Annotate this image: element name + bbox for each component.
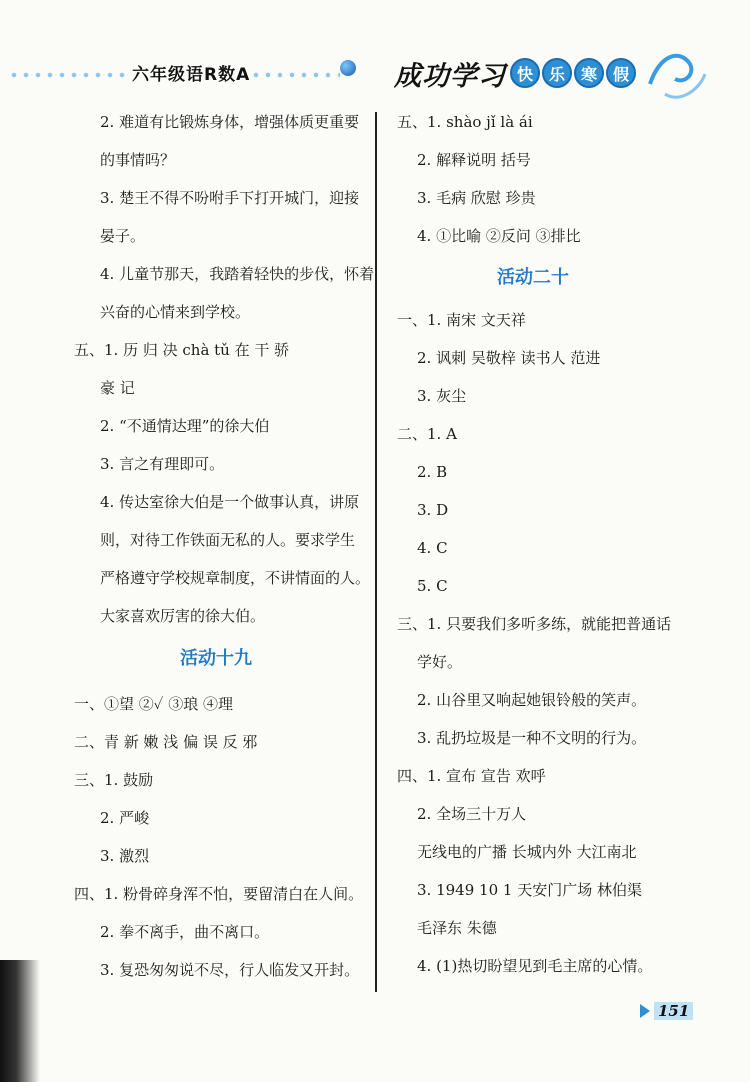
- answer-line: 则，对待工作铁面无私的人。要求学生: [100, 531, 356, 549]
- answer-line: 3. 乱扔垃圾是一种不文明的行为。: [417, 729, 647, 747]
- answer-line: 2. 难道有比锻炼身体，增强体质更重要: [100, 113, 360, 131]
- answer-line: 4. 传达室徐大伯是一个做事认真，讲原: [100, 493, 360, 511]
- badge-char: 快: [510, 58, 540, 88]
- arrow-icon: [640, 1004, 650, 1018]
- answer-line: 大家喜欢厉害的徐大伯。: [100, 607, 266, 625]
- answer-line: 4. (1)热切盼望见到毛主席的心情。: [417, 957, 653, 975]
- page-number: [640, 1002, 693, 1020]
- answer-line: 2. B: [417, 463, 448, 481]
- answer-line: 2. “不通情达理”的徐大伯: [100, 417, 270, 435]
- page-header: [0, 40, 750, 110]
- answer-line: 五、1. shào jǐ là ái: [397, 113, 533, 131]
- answer-line: 3. 激烈: [100, 847, 150, 865]
- page-number-text: 151: [654, 1002, 693, 1020]
- answer-line: 毛泽东 朱德: [417, 919, 497, 937]
- answer-line: 四、1. 宣布 宣告 欢呼: [397, 767, 546, 785]
- answer-line: 3. 复恐匆匆说不尽，行人临发又开封。: [100, 961, 360, 979]
- answer-line: 三、1. 只要我们多听多练，就能把普通话: [397, 615, 672, 633]
- scan-shadow: [0, 960, 40, 1082]
- ball-icon: [340, 60, 356, 76]
- answer-line: 一、1. 南宋 文天祥: [397, 311, 526, 329]
- dot-decoration: [250, 70, 340, 80]
- answer-line: 2. 严峻: [100, 809, 150, 827]
- answer-line: 3. 言之有理即可。: [100, 455, 225, 473]
- column-divider: [375, 112, 377, 992]
- answer-line: 3. 楚王不得不吩咐手下打开城门，迎接: [100, 189, 360, 207]
- swirl-icon: [640, 44, 710, 104]
- answer-line: 学好。: [417, 653, 463, 671]
- answer-line: 3. 毛病 欣慰 珍贵: [417, 189, 536, 207]
- badge-char: 假: [606, 58, 636, 88]
- answer-line: 2. 拳不离手，曲不离口。: [100, 923, 270, 941]
- answer-line: 2. 解释说明 括号: [417, 151, 531, 169]
- answer-line: 四、1. 粉骨碎身浑不怕，要留清白在人间。: [74, 885, 364, 903]
- answer-line: 4. ①比喻 ②反问 ③排比: [417, 227, 581, 245]
- answer-line: 2. 讽刺 吴敬梓 读书人 范进: [417, 349, 601, 367]
- answer-line: 3. 1949 10 1 天安门广场 林伯渠: [417, 881, 642, 899]
- badge-group: [510, 58, 636, 88]
- answer-line: 二、1. A: [397, 425, 457, 443]
- answer-line: 3. 灰尘: [417, 387, 467, 405]
- answer-line: 2. 全场三十万人: [417, 805, 527, 823]
- brand-title: 成功学习: [394, 61, 506, 92]
- answer-line: 无线电的广播 长城内外 大江南北: [417, 843, 637, 861]
- badge-char: 寒: [574, 58, 604, 88]
- answer-line: 2. 山谷里又响起她银铃般的笑声。: [417, 691, 647, 709]
- badge-char: 乐: [542, 58, 572, 88]
- answer-line: 二、青 新 嫩 浅 偏 误 反 邪: [74, 733, 258, 751]
- answer-line: 的事情吗？: [100, 151, 176, 169]
- answer-line: 4. 儿童节那天，我踏着轻快的步伐，怀着: [100, 265, 375, 283]
- answer-line: 五、1. 历 归 决 chà tǔ 在 干 骄: [74, 341, 290, 359]
- dot-decoration: [8, 70, 126, 80]
- answer-line: 一、①望 ②✓ ③琅 ④理: [74, 695, 233, 713]
- answer-line: 兴奋的心情来到学校。: [100, 303, 251, 321]
- answer-line: 3. D: [417, 501, 449, 519]
- section-heading: 活动十九: [180, 648, 252, 669]
- answer-line: 晏子。: [100, 227, 146, 245]
- grade-label: 六年级语R数A: [132, 65, 251, 85]
- answer-line: 4. C: [417, 539, 448, 557]
- answer-line: 5. C: [417, 577, 448, 595]
- section-heading: 活动二十: [497, 267, 569, 288]
- answer-line: 豪 记: [100, 379, 135, 397]
- answer-line: 三、1. 鼓励: [74, 771, 154, 789]
- answer-line: 严格遵守学校规章制度，不讲情面的人。: [100, 569, 371, 587]
